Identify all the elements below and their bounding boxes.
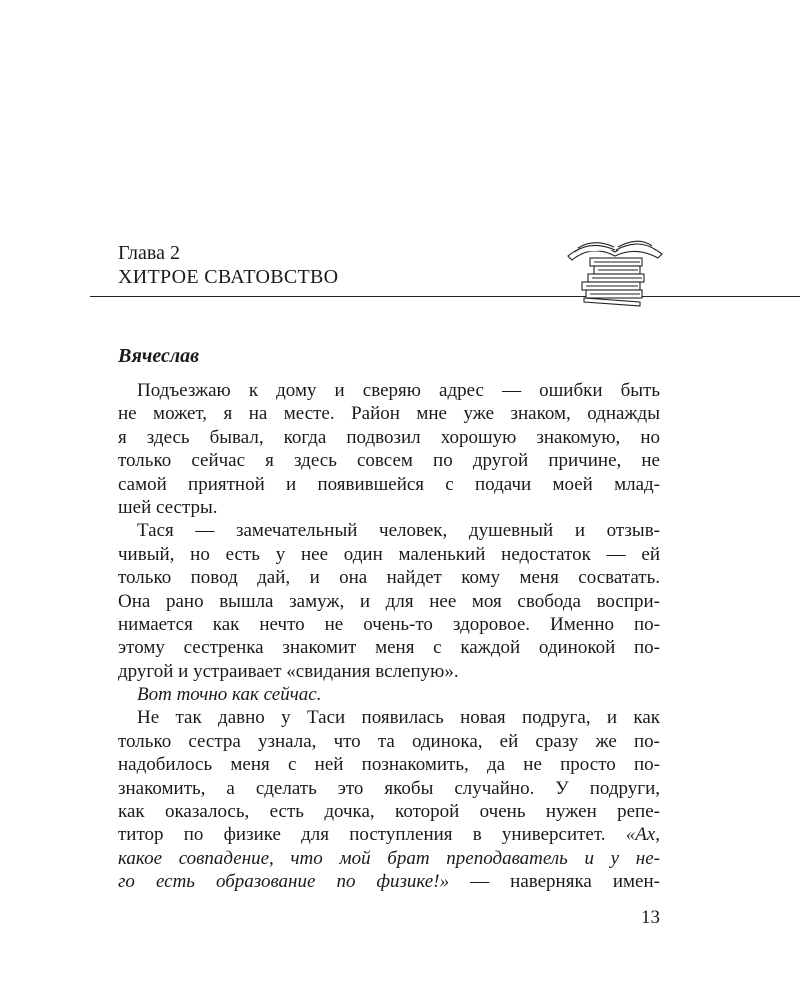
text-line xyxy=(118,613,660,636)
text-line xyxy=(118,753,660,776)
text-segment: другой и устраивает «свидания вслепую». xyxy=(118,660,459,682)
text-segment: самой приятной и появившейся с подачи моей млад- xyxy=(118,473,660,495)
text-segment: не может, я на месте. Район мне уже знаком, однажды xyxy=(118,403,660,425)
text-line xyxy=(118,402,660,425)
text-segment: чивый, но есть у нее один маленький недостаток — ей xyxy=(118,543,660,565)
text-segment: Тася — замечательный человек, душевный и отзыв- xyxy=(118,520,660,542)
stack-of-books-icon xyxy=(560,232,670,308)
text-segment: знакомить, а сделать это якобы случайно. У подруги, xyxy=(118,777,660,799)
text-segment: этому сестренка знакомит меня с каждой одинокой по- xyxy=(118,637,660,659)
header-rule xyxy=(90,296,800,297)
text-segment: Подъезжаю к дому и сверяю адрес — ошибки быть xyxy=(118,380,660,401)
text-segment: только повод дай, и она найдет кому меня сосватать. xyxy=(118,567,660,589)
text-line xyxy=(118,473,660,496)
text-line xyxy=(118,590,660,613)
text-segment: — наверняка имен- xyxy=(449,871,660,893)
text-line xyxy=(118,706,660,729)
text-segment: только сейчас я здесь совсем по другой причине, не xyxy=(118,450,660,472)
section-author-heading: Вячеслав xyxy=(118,345,200,367)
text-segment: Она рано вышла замуж, и для нее моя свобода воспри- xyxy=(118,590,660,612)
text-line xyxy=(118,683,660,706)
text-line xyxy=(118,777,660,800)
text-segment: как оказалось, есть дочка, которой очень нужен репе- xyxy=(118,801,660,823)
text-segment: я здесь бывал, когда подвозил хорошую знакомую, но xyxy=(118,426,660,448)
text-line xyxy=(118,519,660,542)
body-text xyxy=(118,379,660,894)
text-segment: надобилось меня с ней познакомить, да не просто по- xyxy=(118,754,660,776)
text-segment: титор по физике для поступления в университет. xyxy=(118,824,626,846)
text-segment xyxy=(118,684,137,705)
text-line xyxy=(118,800,660,823)
text-line xyxy=(118,379,660,402)
text-segment: нимается как нечто не очень-то здоровое. Именно по- xyxy=(118,613,660,635)
text-line xyxy=(118,496,660,519)
text-line xyxy=(118,543,660,566)
text-line xyxy=(118,426,660,449)
italic-text: «Ах, xyxy=(625,824,660,846)
text-line xyxy=(118,660,660,683)
text-line xyxy=(118,636,660,659)
italic-text: го есть образование по физике!» xyxy=(118,871,450,893)
chapter-title: ХИТРОЕ СВАТОВСТВО xyxy=(118,266,339,288)
text-segment: Не так давно у Таси появилась новая подруга, и как xyxy=(118,707,660,729)
text-line xyxy=(118,730,660,753)
text-segment: шей сестры. xyxy=(118,496,218,518)
text-line xyxy=(118,870,660,893)
chapter-number: Глава 2 xyxy=(118,242,180,264)
text-line xyxy=(118,823,660,846)
text-segment: только сестра узнала, что та одинока, ей сразу же по- xyxy=(118,730,660,752)
text-line xyxy=(118,566,660,589)
text-line xyxy=(118,449,660,472)
page-number: 13 xyxy=(641,907,660,928)
italic-text: Вот точно как сейчас. xyxy=(137,684,322,706)
text-line xyxy=(118,847,660,870)
italic-text: какое совпадение, что мой брат преподаватель и у не- xyxy=(118,847,660,869)
